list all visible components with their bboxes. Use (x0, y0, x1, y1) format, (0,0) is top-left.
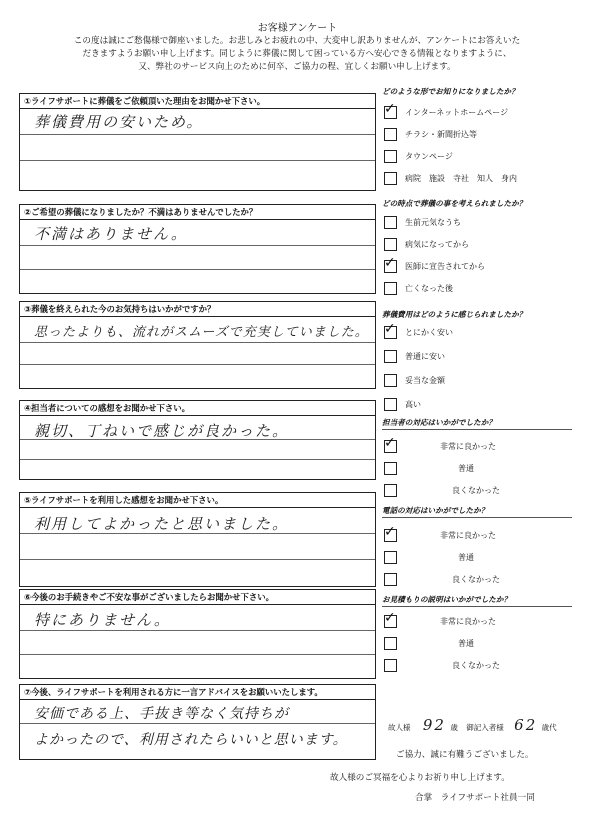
section-rule (382, 517, 572, 518)
s2-option-0: 生前元気なうち (405, 218, 461, 227)
prayer-text: 故人様のご冥福を心よりお祈り申し上げます。 (330, 773, 510, 783)
answer-line[interactable] (20, 724, 375, 758)
intro-line-2: だきますようお願い申し上げます。同じように葬儀に関して困っている方へ安心できる情報となりますように、 (82, 49, 512, 59)
answer-line[interactable] (20, 343, 375, 365)
s3-checkbox-3[interactable] (384, 398, 397, 411)
question-4-label: ④担当者についての感想をお聞かせ下さい。 (20, 401, 375, 416)
answer-line[interactable] (20, 416, 375, 440)
s4-option-2: 良くなかった (452, 486, 500, 495)
question-5-label: ⑤ライフサポートを利用した感想をお聞かせ下さい。 (20, 493, 375, 508)
answer-line[interactable] (20, 655, 375, 677)
s5-heading: 電話の対応はいかがでしたか？ (382, 506, 489, 515)
s6-option-1: 普通 (458, 639, 474, 648)
s2-option-1: 病気になってから (405, 240, 469, 249)
s4-checkbox-0[interactable] (384, 435, 397, 453)
answer-line[interactable] (20, 161, 375, 189)
s3-option-0: とにかく安い (405, 328, 453, 337)
s2-checkbox-2[interactable] (384, 255, 397, 273)
age-info (388, 716, 557, 734)
age-unit: 歳 (450, 723, 458, 732)
answer-line[interactable] (20, 700, 375, 724)
survey-title: お客様アンケート (257, 23, 338, 34)
s1-option-0: インターネットホームページ (405, 108, 509, 117)
s2-checkbox-3[interactable] (384, 282, 397, 295)
s6-checkbox-1[interactable] (384, 637, 397, 650)
answer-line[interactable] (20, 365, 375, 387)
thanks-text: ご協力、誠に有難うございました。 (396, 750, 534, 760)
answer-line[interactable] (20, 631, 375, 655)
s2-option-3: 亡くなった後 (405, 284, 453, 293)
question-2-answer: 不満はありません。 (34, 225, 188, 243)
s5-checkbox-0[interactable] (384, 524, 397, 542)
s6-option-0: 非常に良かった (440, 617, 496, 626)
s5-option-1: 普通 (458, 553, 474, 562)
answer-line[interactable] (20, 440, 375, 460)
s1-checkbox-0[interactable] (384, 101, 397, 119)
question-5-box (19, 492, 376, 587)
s3-checkbox-0[interactable] (384, 321, 397, 339)
s1-option-3: 病院 施設 寺社 知人 身内 (405, 174, 517, 183)
s3-option-1: 普通に安い (405, 352, 445, 361)
s5-option-0: 非常に良かった (440, 531, 496, 540)
s1-checkbox-1[interactable] (384, 128, 397, 141)
question-1-box (19, 93, 376, 191)
s3-checkbox-1[interactable] (384, 350, 397, 363)
deceased-age: 92 (422, 716, 446, 734)
check-mark-icon: ✓ (384, 101, 396, 117)
question-7-answer-line-2: よかったので、利用されたらいいと思います。 (34, 732, 348, 748)
s4-checkbox-1[interactable] (384, 462, 397, 475)
check-mark-icon: ✓ (384, 255, 396, 271)
s1-option-2: タウンページ (405, 152, 453, 161)
s3-option-2: 妥当な金額 (405, 376, 445, 385)
answer-line[interactable] (20, 605, 375, 631)
signature-text: 合掌 ライフサポート社員一同 (415, 793, 535, 803)
section-rule (382, 606, 572, 607)
s4-checkbox-2[interactable] (384, 484, 397, 497)
s4-option-1: 普通 (458, 464, 474, 473)
question-4-answer: 親切、丁ねいで感じが良かった。 (34, 422, 290, 440)
question-7-label: ⑦今後、ライフサポートを利用される方に一言アドバイスをお願いいたします。 (20, 685, 375, 700)
answer-line[interactable] (20, 220, 375, 246)
question-4-box (19, 400, 376, 480)
question-3-label: ③葬儀を終えられた今のお気持ちはいかがですか？ (20, 302, 375, 317)
s1-checkbox-2[interactable] (384, 150, 397, 163)
s2-checkbox-1[interactable] (384, 238, 397, 251)
respondent-unit: 歳代 (541, 723, 557, 732)
s3-option-3: 高い (405, 400, 421, 409)
intro-line-3: 又、弊社のサービス向上のために何卒、ご協力の程、宜しくお願い申し上げます。 (138, 62, 456, 72)
check-mark-icon: ✓ (384, 524, 396, 540)
s6-option-2: 良くなかった (452, 661, 500, 670)
s2-option-2: 医師に宣告されてから (405, 262, 485, 271)
question-6-answer: 特にありません。 (34, 611, 171, 629)
s3-heading: 葬儀費用はどのように感じられましたか？ (382, 310, 527, 319)
s4-heading: 担当者の対応はいかがでしたか？ (382, 418, 496, 427)
s6-checkbox-0[interactable] (384, 610, 397, 628)
answer-line[interactable] (20, 508, 375, 534)
answer-line[interactable] (20, 109, 375, 135)
question-6-box (19, 589, 376, 679)
s2-heading: どの時点で葬儀の事を考えられましたか？ (382, 199, 527, 208)
s5-checkbox-2[interactable] (384, 573, 397, 586)
respondent-label: 御記入者様 (466, 723, 504, 732)
intro-line-1: この度は誠にご愁傷様で御座いました。お悲しみとお疲れの中、大変申し訳ありませんが、アンケートにお答えいた (73, 36, 521, 46)
s3-checkbox-2[interactable] (384, 374, 397, 387)
s6-checkbox-2[interactable] (384, 659, 397, 672)
question-1-answer: 葬儀費用の安いため。 (34, 113, 204, 131)
check-mark-icon: ✓ (384, 321, 396, 337)
s4-option-0: 非常に良かった (440, 442, 496, 451)
s5-checkbox-1[interactable] (384, 551, 397, 564)
question-2-box (19, 204, 376, 294)
answer-line[interactable] (20, 246, 375, 270)
question-2-label: ②ご希望の葬儀になりましたか？不満はありませんでしたか？ (20, 205, 375, 220)
answer-line[interactable] (20, 135, 375, 161)
answer-line[interactable] (20, 460, 375, 478)
s1-heading: どのような形でお知りになりましたか？ (382, 87, 519, 96)
check-mark-icon: ✓ (384, 435, 396, 451)
intro-text (22, 35, 572, 74)
question-7-box (19, 684, 376, 760)
answer-line[interactable] (20, 534, 375, 560)
s5-option-2: 良くなかった (452, 575, 500, 584)
s6-heading: お見積もりの説明はいかがでしたか？ (382, 595, 512, 604)
question-3-box (19, 301, 376, 389)
answer-line[interactable] (20, 560, 375, 586)
deceased-label: 故人様 (388, 723, 411, 732)
answer-line[interactable] (20, 270, 375, 292)
answer-line[interactable] (20, 317, 375, 343)
question-7-answer-line-1: 安価である上、手抜き等なく気持ちが (34, 706, 289, 722)
s1-checkbox-3[interactable] (384, 172, 397, 185)
question-6-label: ⑥今後のお手続きやご不安な事がございましたらお聞かせ下さい。 (20, 590, 375, 605)
question-3-answer: 思ったよりも、流れがスムーズで充実していました。 (34, 325, 369, 340)
section-rule (382, 429, 572, 430)
question-1-label: ①ライフサポートに葬儀をご依頼頂いた理由をお聞かせ下さい。 (20, 94, 375, 109)
question-5-answer: 利用してよかったと思いました。 (34, 515, 290, 533)
check-mark-icon: ✓ (384, 610, 396, 626)
s1-option-1: チラシ・新聞折込等 (405, 130, 477, 139)
s2-checkbox-0[interactable] (384, 216, 397, 229)
respondent-age: 62 (514, 716, 538, 734)
